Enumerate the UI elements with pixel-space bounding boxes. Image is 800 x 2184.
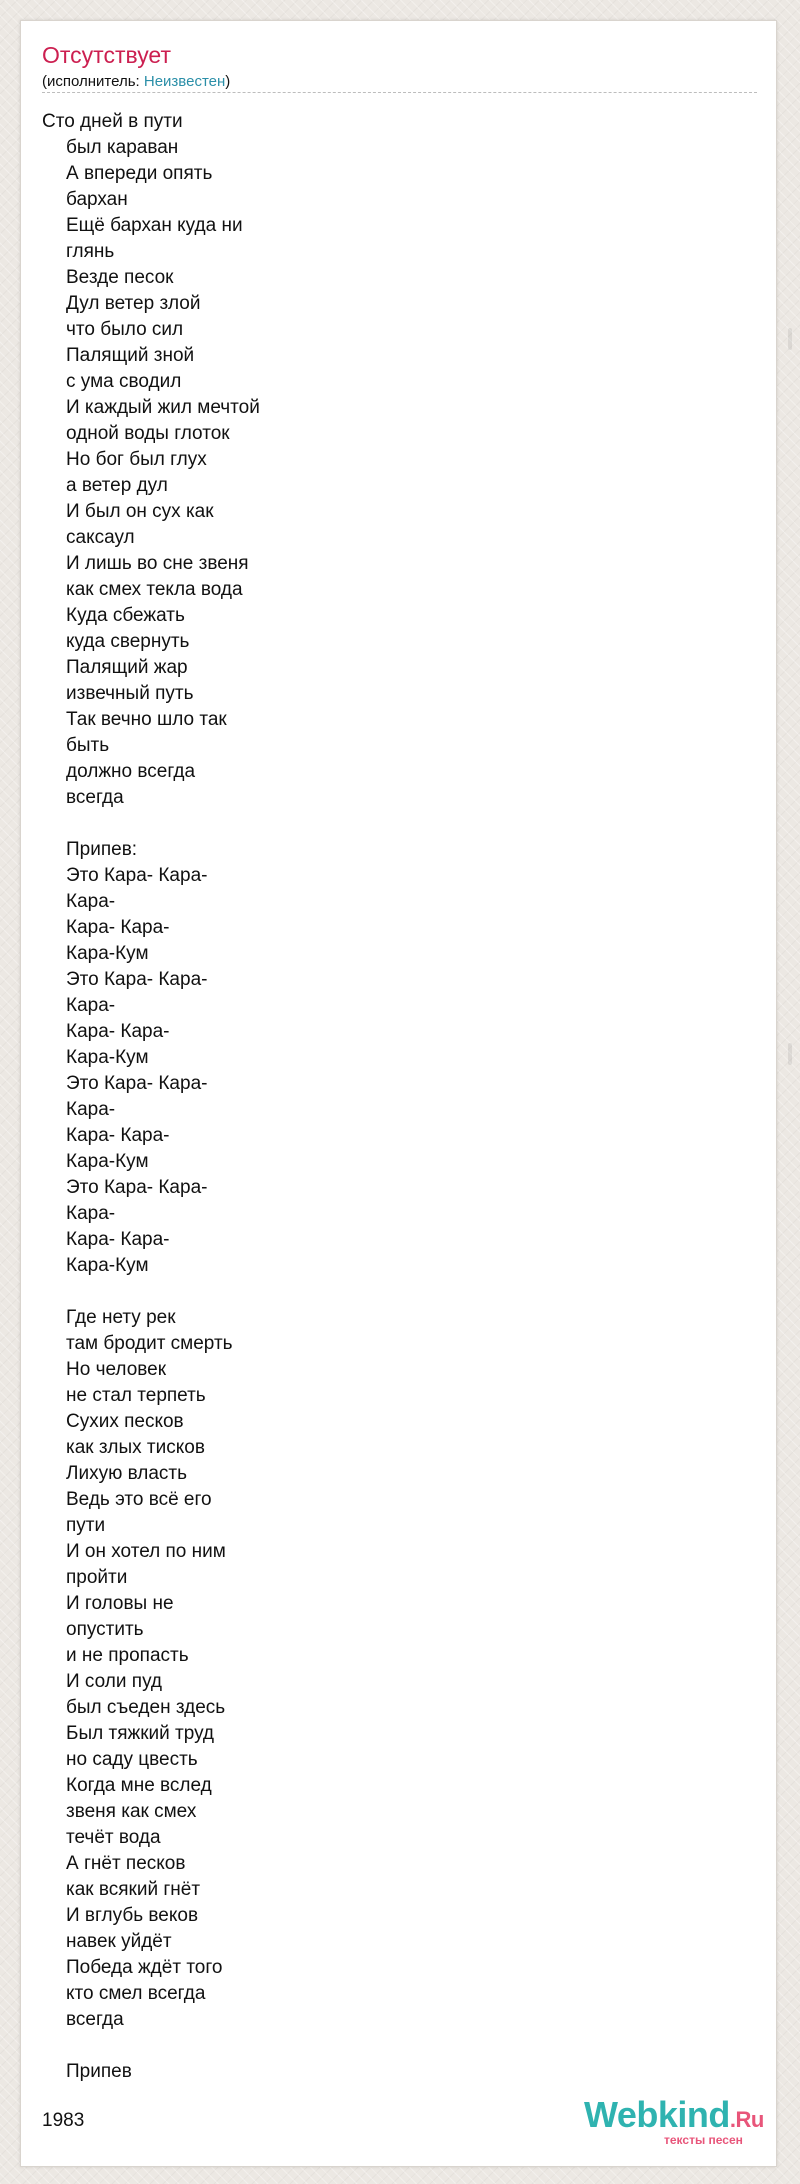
lyric-line: Палящий жар	[66, 657, 188, 678]
lyric-line: а ветер дул	[66, 475, 168, 496]
lyric-line: Палящий зной	[66, 345, 195, 366]
lyric-line: Это Кара- Кара-	[66, 1177, 208, 1198]
lyric-line: Был тяжкий труд	[66, 1723, 215, 1744]
lyric-line: Это Кара- Кара-	[66, 1073, 208, 1094]
logo-tagline: тексты песен	[664, 2133, 743, 2147]
lyric-line: Кара- Кара-	[66, 1125, 170, 1146]
lyric-line: Кара- Кара-	[66, 917, 170, 938]
lyric-line: И головы не	[66, 1593, 174, 1614]
lyric-line: Припев	[66, 2061, 132, 2082]
lyric-line: был съеден здесь	[66, 1697, 226, 1718]
lyric-line: Но бог был глух	[66, 449, 207, 470]
song-year: 1983	[42, 2110, 85, 2131]
lyric-line: кто смел всегда	[66, 1983, 206, 2004]
lyric-line: И вглубь веков	[66, 1905, 199, 1926]
lyric-line: И соли пуд	[66, 1671, 163, 1692]
lyric-line: звеня как смех	[66, 1801, 197, 1822]
lyric-line: пути	[66, 1515, 106, 1536]
lyric-line: Кара-Кум	[66, 1151, 149, 1172]
lyrics-card	[20, 20, 777, 2167]
lyric-line: Кара-Кум	[66, 1047, 149, 1068]
lyric-line: что было сил	[66, 319, 184, 340]
artist-suffix: )	[225, 73, 231, 90]
lyric-line: и не пропасть	[66, 1645, 189, 1666]
lyric-line: А гнёт песков	[66, 1853, 186, 1874]
lyric-line: Куда сбежать	[66, 605, 185, 626]
lyric-line: Это Кара- Кара-	[66, 865, 208, 886]
page-edge-mark	[788, 1043, 792, 1065]
lyric-line: Припев:	[66, 839, 138, 860]
lyric-line: глянь	[66, 241, 115, 262]
artist-line	[42, 73, 230, 91]
lyric-line: быть	[66, 735, 110, 756]
webkind-logo[interactable]	[584, 2093, 764, 2151]
lyric-line: Кара-	[66, 1203, 116, 1224]
lyric-line: Лихую власть	[66, 1463, 188, 1484]
lyric-line: одной воды глоток	[66, 423, 230, 444]
lyric-line: Кара-	[66, 1099, 116, 1120]
artist-link[interactable]: Неизвестен	[143, 73, 226, 90]
lyric-line: Когда мне вслед	[66, 1775, 212, 1796]
lyric-line: Везде песок	[66, 267, 174, 288]
lyric-line: Ведь это всё его	[66, 1489, 212, 1510]
lyric-line: всегда	[66, 787, 124, 808]
lyric-line: Дул ветер злой	[66, 293, 201, 314]
lyric-line: как смех текла вода	[66, 579, 243, 600]
lyric-line: Кара- Кара-	[66, 1021, 170, 1042]
lyric-line: бархан	[66, 189, 128, 210]
lyric-line: Где нету рек	[66, 1307, 176, 1328]
lyric-line	[42, 811, 402, 837]
lyric-line: не стал терпеть	[66, 1385, 206, 1406]
lyric-line: Кара-Кум	[66, 943, 149, 964]
lyric-line: должно всегда	[66, 761, 196, 782]
lyric-line: И каждый жил мечтой	[66, 397, 260, 418]
lyric-line: навек уйдёт	[66, 1931, 172, 1952]
lyric-line: Кара- Кара-	[66, 1229, 170, 1250]
logo-main-text: Webkind	[584, 2094, 730, 2135]
lyric-line: как злых тисков	[66, 1437, 205, 1458]
lyric-line: Кара-	[66, 891, 116, 912]
lyric-line: всегда	[66, 2009, 124, 2030]
song-title: Отсутствует	[42, 42, 171, 68]
lyric-line: там бродит смерть	[66, 1333, 233, 1354]
lyric-line: как всякий гнёт	[66, 1879, 201, 1900]
logo-suffix-text: .Ru	[729, 2107, 764, 2132]
lyric-line: А впереди опять	[66, 163, 213, 184]
lyric-line: Это Кара- Кара-	[66, 969, 208, 990]
lyric-line: пройти	[66, 1567, 128, 1588]
lyric-line: Сухих песков	[66, 1411, 184, 1432]
lyric-line: но саду цвесть	[66, 1749, 198, 1770]
lyric-line: И был он сух как	[66, 501, 214, 522]
lyric-line: был караван	[66, 137, 179, 158]
title-divider	[42, 92, 757, 93]
lyric-line: Кара-Кум	[66, 1255, 149, 1276]
lyrics-text	[42, 109, 402, 2085]
lyric-line: Так вечно шло так	[66, 709, 227, 730]
lyric-line: саксаул	[66, 527, 135, 548]
page-edge-mark	[788, 328, 792, 350]
lyric-line: Сто дней в пути	[42, 111, 183, 132]
lyric-line: извечный путь	[66, 683, 194, 704]
artist-prefix: (исполнитель:	[42, 73, 144, 90]
lyric-line: опустить	[66, 1619, 144, 1640]
lyric-line: с ума сводил	[66, 371, 182, 392]
lyric-line	[42, 2033, 402, 2059]
lyric-line: Кара-	[66, 995, 116, 1016]
lyric-line: Но человек	[66, 1359, 167, 1380]
lyric-line	[42, 1279, 402, 1305]
lyric-line: И лишь во сне звеня	[66, 553, 249, 574]
lyric-line: куда свернуть	[66, 631, 190, 652]
lyric-line: И он хотел по ним	[66, 1541, 226, 1562]
lyric-line: течёт вода	[66, 1827, 161, 1848]
lyric-line: Победа ждёт того	[66, 1957, 223, 1978]
lyric-line: Ещё бархан куда ни	[66, 215, 243, 236]
